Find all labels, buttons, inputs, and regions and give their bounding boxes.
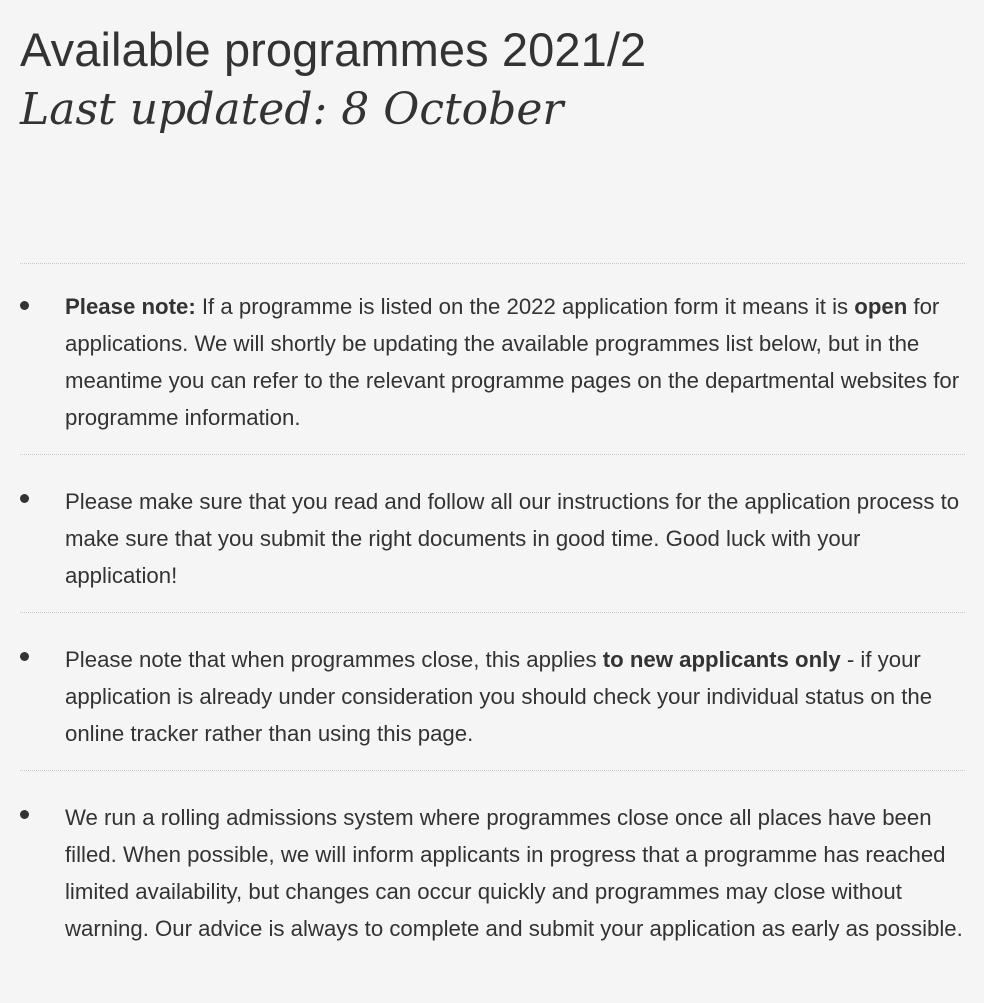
page-title: Available programmes 2021/2 (20, 23, 647, 76)
note-text: Please make sure that you read and follow all our instructions for the application process to make sure that you submit the right documents in good time. Good luck with your application! (65, 489, 960, 588)
note-text: If a programme is listed on the 2022 application form it means it is (195, 294, 855, 319)
note-text: for applications. We will shortly be updating the available programmes list below, but in the meantime you can refer to the relevant programme pages on the departmental websites for programme information. (65, 294, 960, 430)
notes-list (20, 263, 965, 965)
note-text: We run a rolling admissions system where programmes close once all places have been filled. When possible, we will inform applicants in progress that a programme has reached limited availability, but changes can occur quickly and programmes may close without warning. Our advice is always to complete and submit your application as early as possible. (65, 805, 963, 941)
list-item (20, 454, 965, 612)
bullet-icon (20, 652, 29, 661)
note-text: - if your application is already under consideration you should check your individual status on the online tracker rather than using this page. (65, 647, 933, 746)
list-item (20, 770, 965, 965)
note-text: Please note that when programmes close, this applies (65, 647, 603, 672)
note-bold-text: to new applicants only (602, 647, 841, 672)
list-item (20, 263, 965, 454)
note-bold-lead: Please note: (65, 294, 196, 319)
bullet-icon (20, 301, 29, 310)
last-updated-subtitle: Last updated: 8 October (20, 84, 564, 135)
note-bold-text: open (854, 294, 908, 319)
bullet-icon (20, 810, 29, 819)
bullet-icon (20, 494, 29, 503)
list-item (20, 612, 965, 770)
